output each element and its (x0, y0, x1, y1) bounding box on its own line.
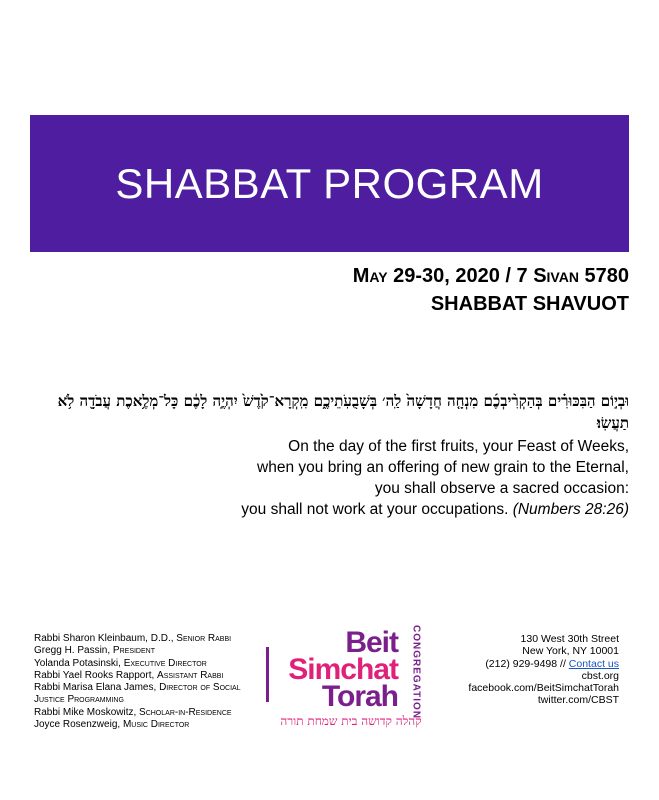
english-translation (241, 436, 629, 520)
staff-name: Joyce Rosenzweig, (34, 719, 123, 731)
staff-item (34, 645, 269, 657)
staff-item (34, 682, 269, 707)
staff-item (34, 719, 269, 731)
phone-number: (212) 929-9498 // (485, 657, 569, 670)
website: cbst.org (581, 669, 619, 682)
staff-item (34, 658, 269, 670)
verse-citation: (Numbers 28:26) (512, 501, 629, 518)
hebrew-verse: וּבְי֣וֹם הַבִּכּוּרִ֗ים בְּהַקְרִ֨יבְכֶ֜ם מִנְחָ֤ה חֲדָשָׁה֙ לַֽה׳ בְּשָׁבֻעֹֽתֵיכֶ֑ם מִֽקְרָא־קֹ֙דֶשׁ֙ יִהְיֶ֣ה לָכֶ֔ם כָּל־מְלֶ֥אכֶת עֲבֹדָ֖ה לֹ֥א תַעֲשֽׂוּ׃ (57, 392, 629, 432)
twitter-handle: twitter.com/CBST (537, 694, 619, 707)
address-line: 130 West 30th Street (520, 633, 619, 645)
gregorian-date: May 29-30, 2020 (352, 265, 500, 287)
facebook-handle: facebook.com/BeitSimchatTorah (468, 682, 619, 695)
staff-role: Scholar-in-Residence (139, 706, 232, 718)
occasion-title: SHABBAT SHAVUOT (430, 293, 629, 315)
staff-role: Director of Social Justice Programming (34, 682, 241, 706)
staff-item (34, 633, 269, 645)
translation-line: you shall observe a sacred occasion: (374, 480, 629, 497)
date-separator: / (499, 265, 517, 287)
logo-word-simchat: Simchat (288, 653, 398, 686)
date-heading (353, 262, 629, 318)
logo-hebrew-name: קהלה קדושה בית שמחת תורה (280, 714, 422, 728)
hebrew-date: 7 Sivan 5780 (516, 265, 629, 287)
contact-us-link[interactable]: Contact us (568, 657, 619, 670)
contact-block (468, 633, 619, 707)
staff-item (34, 670, 269, 682)
staff-item (34, 707, 269, 719)
translation-line (241, 499, 629, 520)
staff-role: Assistant Rabbi (157, 669, 224, 681)
logo-word-beit: Beit (345, 626, 398, 659)
title-banner (30, 115, 629, 252)
logo-word-torah: Torah (321, 680, 398, 713)
staff-name: Rabbi Sharon Kleinbaum, D.D., (34, 633, 177, 644)
phone-line (468, 658, 619, 670)
staff-role: Senior Rabbi (176, 633, 232, 644)
translation-line: when you bring an offering of new grain to the Eternal, (257, 459, 629, 476)
staff-list (34, 633, 269, 731)
staff-name: Gregg H. Passin, (34, 645, 113, 657)
staff-role: Music Director (122, 719, 190, 731)
staff-name: Rabbi Mike Moskowitz, (34, 706, 140, 718)
translation-line: On the day of the first fruits, your Feast of Weeks, (288, 438, 629, 455)
logo-accent-bar (266, 647, 269, 702)
staff-name: Yolanda Potasinski, (34, 657, 124, 669)
page-title: SHABBAT PROGRAM (115, 159, 544, 207)
logo-congregation (407, 624, 425, 720)
cbst-logo (266, 624, 436, 737)
staff-role: Executive Director (123, 657, 207, 669)
address-line: New York, NY 10001 (522, 645, 619, 658)
staff-name: Rabbi Yael Rooks Rapport, (34, 669, 158, 681)
logo-congregation-text: CONGREGATION (410, 624, 422, 720)
translation-line-text: you shall not work at your occupations. (241, 501, 509, 518)
staff-name: Rabbi Marisa Elana James, (34, 682, 160, 694)
staff-role: President (112, 645, 155, 657)
